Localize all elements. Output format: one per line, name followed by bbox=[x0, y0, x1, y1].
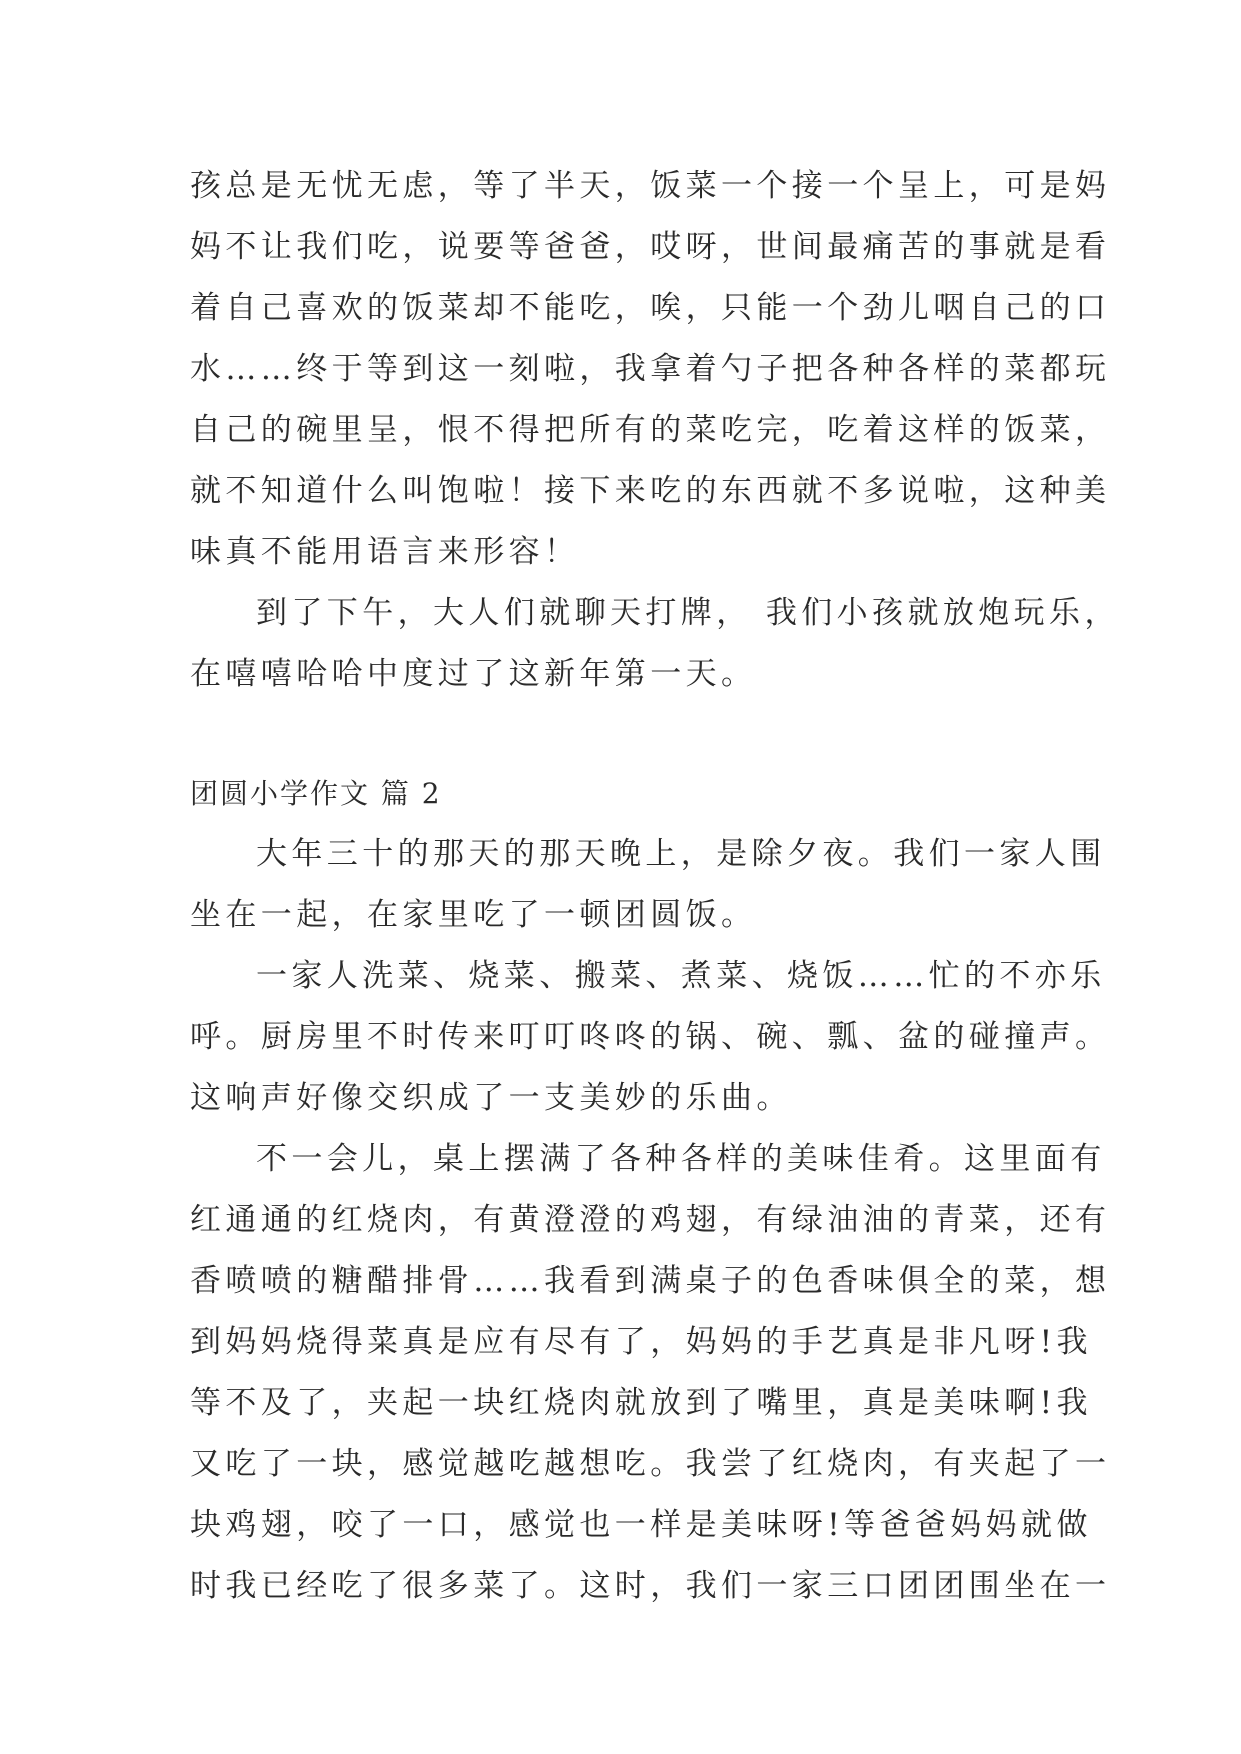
section-gap bbox=[190, 705, 1050, 763]
text-line: 块鸡翅，咬了一口，感觉也一样是美味呀!等爸爸妈妈就做 bbox=[190, 1507, 1092, 1543]
text-line: 妈不让我们吃，说要等爸爸，哎呀，世间最痛苦的事就是看 bbox=[190, 229, 1111, 265]
paragraph-start-line: 到了下午，大人们就聊天打牌， 我们小孩就放炮玩乐， bbox=[256, 595, 1120, 631]
text-line: 自己的碗里呈，恨不得把所有的菜吃完，吃着这样的饭菜， bbox=[190, 412, 1111, 448]
section-heading: 团圆小学作文 篇 2 bbox=[190, 777, 442, 810]
text-line: 呼。厨房里不时传来叮叮咚咚的锅、碗、瓢、盆的碰撞声。 bbox=[190, 1019, 1111, 1055]
paragraph-start-line: 不一会儿，桌上摆满了各种各样的美味佳肴。这里面有 bbox=[256, 1141, 1106, 1177]
text-line: 时我已经吃了很多菜了。这时，我们一家三口团团围坐在一 bbox=[190, 1568, 1111, 1604]
text-line: 这响声好像交织成了一支美妙的乐曲。 bbox=[190, 1080, 792, 1116]
text-line: 味真不能用语言来形容！ bbox=[190, 534, 580, 570]
text-line: 孩总是无忧无虑，等了半天，饭菜一个接一个呈上，可是妈 bbox=[190, 168, 1111, 204]
text-line: 着自己喜欢的饭菜却不能吃，唉，只能一个劲儿咽自己的口 bbox=[190, 290, 1111, 326]
text-line: 红通通的红烧肉，有黄澄澄的鸡翅，有绿油油的青菜，还有 bbox=[190, 1202, 1111, 1238]
text-line: 水……终于等到这一刻啦，我拿着勺子把各种各样的菜都玩 bbox=[190, 351, 1111, 387]
text-line: 在嘻嘻哈哈中度过了这新年第一天。 bbox=[190, 656, 757, 692]
paragraph-start-line: 一家人洗菜、烧菜、搬菜、煮菜、烧饭……忙的不亦乐 bbox=[256, 958, 1106, 994]
text-line: 到妈妈烧得菜真是应有尽有了，妈妈的手艺真是非凡呀!我 bbox=[190, 1324, 1092, 1360]
text-line: 就不知道什么叫饱啦！接下来吃的东西就不多说啦，这种美 bbox=[190, 473, 1111, 509]
text-line: 又吃了一块，感觉越吃越想吃。我尝了红烧肉，有夹起了一 bbox=[190, 1446, 1111, 1482]
text-line: 坐在一起，在家里吃了一顿团圆饭。 bbox=[190, 897, 757, 933]
text-line: 香喷喷的糖醋排骨……我看到满桌子的色香味俱全的菜，想 bbox=[190, 1263, 1111, 1299]
text-line: 等不及了，夹起一块红烧肉就放到了嘴里，真是美味啊!我 bbox=[190, 1385, 1092, 1421]
paragraph-start-line: 大年三十的那天的那天晚上，是除夕夜。我们一家人围 bbox=[256, 836, 1106, 872]
document-page bbox=[190, 156, 1120, 1617]
